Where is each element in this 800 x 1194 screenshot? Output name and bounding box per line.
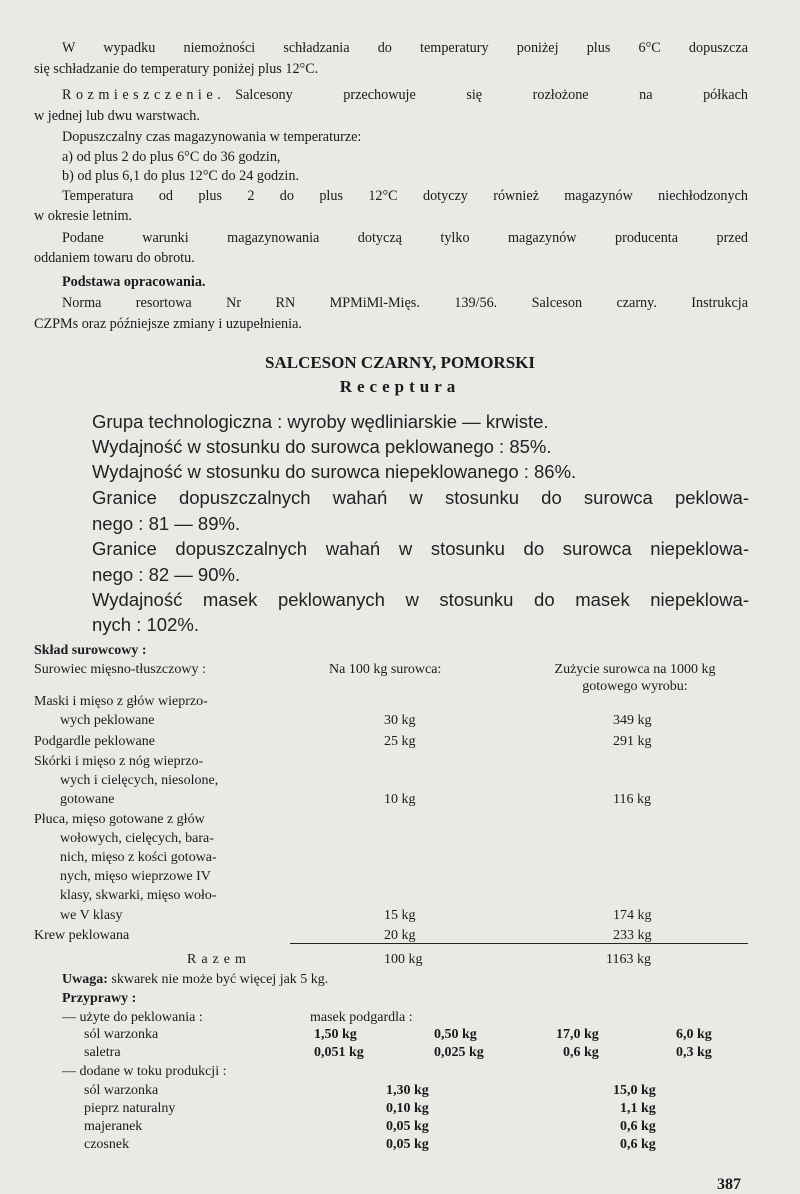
table-row-label: Podgardle peklowane — [34, 734, 155, 749]
table-cell: 233 kg — [613, 928, 652, 943]
spice-name: sól warzonka — [84, 1027, 159, 1042]
spice-value: 0,6 kg — [563, 1045, 599, 1060]
table-row-label: wołowych, cielęcych, bara- — [60, 831, 214, 846]
table-row-label: Krew peklowana — [34, 928, 130, 943]
recipe-line: nego : 82 — 90%. — [92, 564, 241, 585]
paragraph-line: Temperatura od plus 2 do plus 12°C dotyczy również magazynów niechłodzonych — [62, 188, 748, 204]
spice-value: 0,05 kg — [386, 1119, 429, 1134]
recipe-line: Wydajność masek peklowanych w stosunku do masek niepeklowa- — [92, 589, 749, 610]
note-label: Uwaga: — [62, 972, 108, 987]
table-row-label: nych, mięso wieprzowe IV — [60, 869, 211, 884]
spice-value: 0,50 kg — [434, 1027, 477, 1042]
recipe-line: Grupa technologiczna : wyroby wędliniarskie — krwiste. — [92, 411, 549, 432]
table-row-label: Skórki i mięso z nóg wieprzo- — [34, 754, 204, 769]
recipe-subtitle: Receptura — [339, 377, 461, 396]
table-cell: 20 kg — [384, 928, 416, 943]
table-cell: 15 kg — [384, 908, 416, 923]
table-cell: 174 kg — [613, 908, 652, 923]
table-row-label: wych i cielęcych, niesolone, — [60, 773, 219, 788]
recipe-line: Granice dopuszczalnych wahań w stosunku do surowca peklowa- — [92, 487, 749, 508]
spice-name: sól warzonka — [84, 1083, 159, 1098]
table-row-label: wych peklowane — [60, 713, 155, 728]
section-term: Rozmieszczenie. — [62, 87, 226, 103]
spice-name: pieprz naturalny — [84, 1101, 176, 1116]
spice-value: 6,0 kg — [676, 1027, 712, 1042]
recipe-line: nych : 102%. — [92, 614, 199, 635]
spice-value: 1,50 kg — [314, 1027, 357, 1042]
spice-value: 0,025 kg — [434, 1045, 484, 1060]
spices-column-header: masek podgardla : — [310, 1010, 413, 1025]
spice-value: 0,6 kg — [620, 1119, 656, 1134]
note-text: skwarek nie może być więcej jak 5 kg. — [111, 972, 329, 987]
paragraph-line — [62, 85, 748, 106]
paragraph-text: Salcesony przechowuje się rozłożone na półkach — [235, 87, 748, 103]
spice-value: 17,0 kg — [556, 1027, 599, 1042]
table-row-label: klasy, skwarki, mięso woło- — [60, 888, 217, 903]
paragraph-line: Podane warunki magazynowania dotyczą tylko magazynów producenta przed — [62, 230, 748, 246]
paragraph-line: oddaniem towaru do obrotu. — [34, 250, 195, 266]
paragraph-line: W wypadku niemożności schładzania do temperatury poniżej plus 6°C dopuszcza — [62, 40, 748, 56]
total-rule — [290, 943, 748, 944]
total-label: Razem — [187, 952, 251, 967]
paragraph-line: CZPMs oraz późniejsze zmiany i uzupełnienia. — [34, 316, 302, 332]
column-header: Surowiec mięsno-tłuszczowy : — [34, 662, 206, 677]
spice-value: 0,10 kg — [386, 1101, 429, 1116]
paragraph-line: w jednej lub dwu warstwach. — [34, 108, 200, 124]
table-cell: 349 kg — [613, 713, 652, 728]
table-row-label: gotowane — [60, 792, 115, 807]
table-row-label: Płuca, mięso gotowane z głów — [34, 812, 205, 827]
recipe-line: Wydajność w stosunku do surowca niepeklowanego : 86%. — [92, 461, 577, 482]
list-item: b) od plus 6,1 do plus 12°C do 24 godzin. — [62, 168, 300, 184]
spice-value: 0,05 kg — [386, 1137, 429, 1152]
total-cell: 100 kg — [384, 952, 423, 967]
list-item: a) od plus 2 do plus 6°C do 36 godzin, — [62, 149, 281, 165]
table-cell: 30 kg — [384, 713, 416, 728]
table-row-label: we V klasy — [60, 908, 123, 923]
section-heading: Podstawa opracowania. — [62, 274, 206, 290]
note — [62, 970, 328, 989]
table-row-label: Maski i mięso z głów wieprzo- — [34, 694, 208, 709]
table-row-label: nich, mięso z kości gotowa- — [60, 850, 217, 865]
spice-value: 0,3 kg — [676, 1045, 712, 1060]
spice-value: 15,0 kg — [613, 1083, 656, 1098]
column-header: gotowego wyrobu: — [582, 679, 688, 694]
spice-value: 0,6 kg — [620, 1137, 656, 1152]
recipe-title: SALCESON CZARNY, POMORSKI — [265, 353, 535, 372]
paragraph-line: Dopuszczalny czas magazynowania w temperaturze: — [62, 129, 362, 145]
spice-value: 0,051 kg — [314, 1045, 364, 1060]
column-header: Zużycie surowca na 1000 kg — [554, 662, 716, 677]
composition-heading: Skład surowcowy : — [34, 643, 147, 658]
spices-subheading: — dodane w toku produkcji : — [62, 1064, 227, 1079]
spice-name: majeranek — [84, 1119, 143, 1134]
table-cell: 291 kg — [613, 734, 652, 749]
paragraph-line: w okresie letnim. — [34, 208, 133, 224]
table-cell: 10 kg — [384, 792, 416, 807]
spices-heading: Przyprawy : — [62, 991, 137, 1006]
page-number: 387 — [717, 1176, 741, 1193]
paragraph-line: Norma resortowa Nr RN MPMiMl-Mięs. 139/56. Salceson czarny. Instrukcja — [62, 295, 748, 311]
recipe-line: Granice dopuszczalnych wahań w stosunku do surowca niepeklowa- — [92, 538, 749, 559]
spice-value: 1,30 kg — [386, 1083, 429, 1098]
column-header: Na 100 kg surowca: — [329, 662, 442, 677]
spice-name: czosnek — [84, 1137, 130, 1152]
spices-subheading: — użyte do peklowania : — [62, 1010, 203, 1025]
spice-name: saletra — [84, 1045, 121, 1060]
recipe-line: nego : 81 — 89%. — [92, 513, 241, 534]
table-cell: 116 kg — [613, 792, 651, 807]
total-cell: 1163 kg — [606, 952, 651, 967]
recipe-line: Wydajność w stosunku do surowca peklowanego : 85%. — [92, 436, 552, 457]
paragraph-line: się schładzanie do temperatury poniżej plus 12°C. — [34, 61, 319, 77]
spice-value: 1,1 kg — [620, 1101, 656, 1116]
table-cell: 25 kg — [384, 734, 416, 749]
